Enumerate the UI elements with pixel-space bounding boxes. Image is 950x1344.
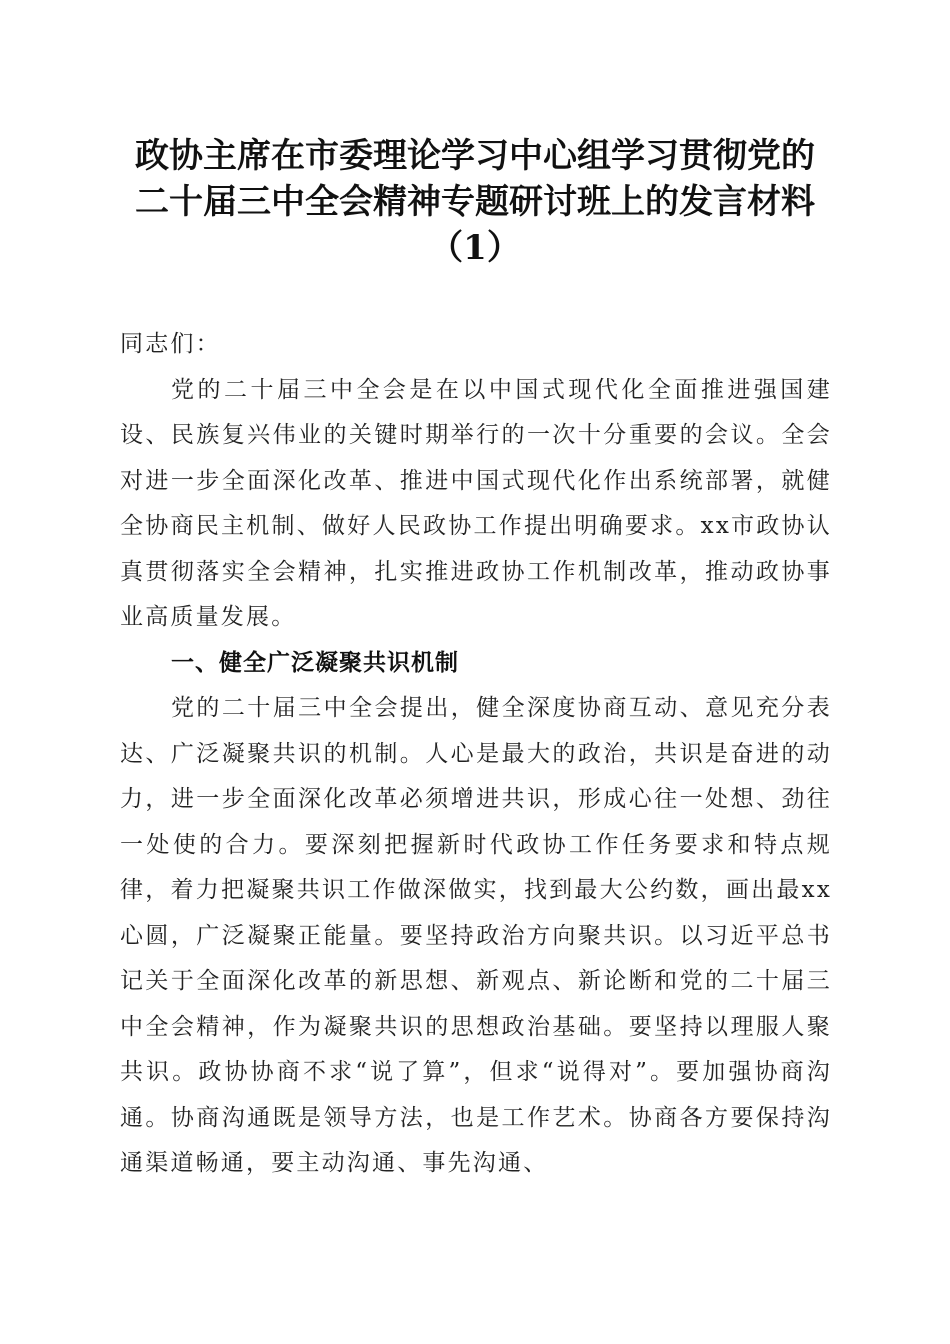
document-body — [120, 322, 832, 1187]
title-line-1: 政协主席在市委理论学习中心组学习贯彻党的 — [135, 136, 815, 176]
section-heading: 一、健全广泛凝聚共识机制 — [171, 649, 459, 676]
salutation: 同志们： — [120, 331, 221, 357]
document-title — [110, 133, 840, 271]
title-line-3: （1） — [429, 228, 521, 268]
paragraph-section-1: 党的二十届三中全会提出，健全深度协商互动、意见充分表达、广泛凝聚共识的机制。人心是最大的政治，共识是奋进的动力，进一步全面深化改革必须增进共识，形成心往一处想、劲往一处使的合力。要深刻把握新时代政协工作任务要求和特点规律，着力把凝聚共识工作做深做实，找到最大公约数，画出最xx心圆，广泛凝聚正能量。要坚持政治方向聚共识。以习近平总书记关于全面深化改革的新思想、新观点、新论断和党的二十届三中全会精神，作为凝聚共识的思想政治基础。要坚持以理服人聚共识。政协协商不求“说了算”，但求“说得对”。要加强协商沟通。协商沟通既是领导方法，也是工作艺术。协商各方要保持沟通渠道畅通，要主动沟通、事先沟通、 — [120, 695, 832, 1176]
title-line-2: 二十届三中全会精神专题研讨班上的发言材料 — [135, 182, 815, 222]
paragraph-intro: 党的二十届三中全会是在以中国式现代化全面推进强国建设、民族复兴伟业的关键时期举行的一次十分重要的会议。全会对进一步全面深化改革、推进中国式现代化作出系统部署，就健全协商民主机制、做好人民政协工作提出明确要求。xx市政协认真贯彻落实全会精神，扎实推进政协工作机制改革，推动政协事业高质量发展。 — [120, 376, 832, 630]
